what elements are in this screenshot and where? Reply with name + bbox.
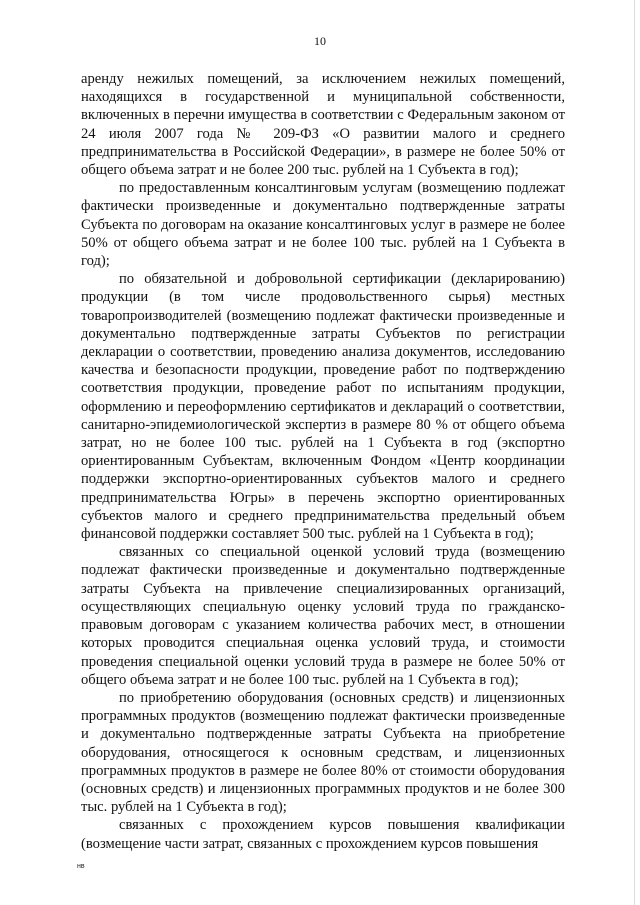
paragraph-2: по предоставленным консалтинговым услугам (возмещению подлежат фактически произведенные и документально подтвержденные затраты Субъекта по договорам на оказание консалтинговых услуг в размере не более 50% от общего объема затрат и не более 100 тыс. рублей на 1 Субъекта в год); <box>81 180 565 270</box>
paragraph-5: по приобретению оборудования (основных средств) и лицензионных программных продуктов (возмещению подлежат фактически произведенные и документально подтвержденные затраты Субъекта на приобретение оборудования, относящегося к основным средствам, и лицензионных программных продуктов в размере не более 80% от стоимости оборудования (основных средств) и лицензионных программных продуктов и не более 300 тыс. рублей на 1 Субъекта в год); <box>81 689 565 816</box>
paragraph-1: аренду нежилых помещений, за исключением нежилых помещений, находящихся в государственной и муниципальной собственности, включенных в перечни имущества в соответствии с Федеральным законом от 24 июля 2007 года № 209-ФЗ «О развитии малого и среднего предпринимательства в Российской Федерации», в размере не более 50% от общего объема затрат и не более 200 тыс. рублей на 1 Субъекта в год); <box>81 71 565 179</box>
footer-code: нв <box>77 863 85 870</box>
document-body <box>81 70 565 853</box>
paragraph-6: связанных с прохождением курсов повышения квалификации (возмещение части затрат, связанных с прохождением курсов повышения <box>81 817 565 852</box>
page-edge-divider <box>634 0 635 905</box>
paragraph-4: связанных со специальной оценкой условий труда (возмещению подлежат фактически произведенные и документально подтвержденные затраты Субъекта на привлечение специализированных организаций, осуществляющих специальную оценку условий труда по гражданско-правовым договорам с указанием количества рабочих мест, в отношении которых проводится специальная оценка условий труда, и стоимости проведения специальной оценки условий труда в размере не более 50% от общего объема затрат и не более 100 тыс. рублей на 1 Субъекта в год); <box>81 544 565 688</box>
paragraph-3: по обязательной и добровольной сертификации (декларированию) продукции (в том числе продовольственного сырья) местных товаропроизводителей (возмещению подлежат фактически произведенные и документально подтвержденные затраты Субъектов по регистрации декларации о соответствии, проведению анализа документов, исследованию качества и безопасности продукции, проведение работ по подтверждению соответствия продукции, проведение работ по испытаниям продукции, оформлению и переоформлению сертификатов и деклараций о соответствии, санитарно-эпидемиологической экспертиз в размере 80 % от общего объема затрат, но не более 100 тыс. рублей на 1 Субъекта в год (экспортно ориентированным Субъектам, включенным Фондом «Центр координации поддержки экспортно-ориентированных субъектов малого и среднего предпринимательства Югры» в перечень экспортно ориентированных субъектов малого и среднего предпринимательства предельный объем финансовой поддержки составляет 500 тыс. рублей на 1 Субъекта в год); <box>81 271 565 543</box>
page-number: 10 <box>314 34 326 48</box>
